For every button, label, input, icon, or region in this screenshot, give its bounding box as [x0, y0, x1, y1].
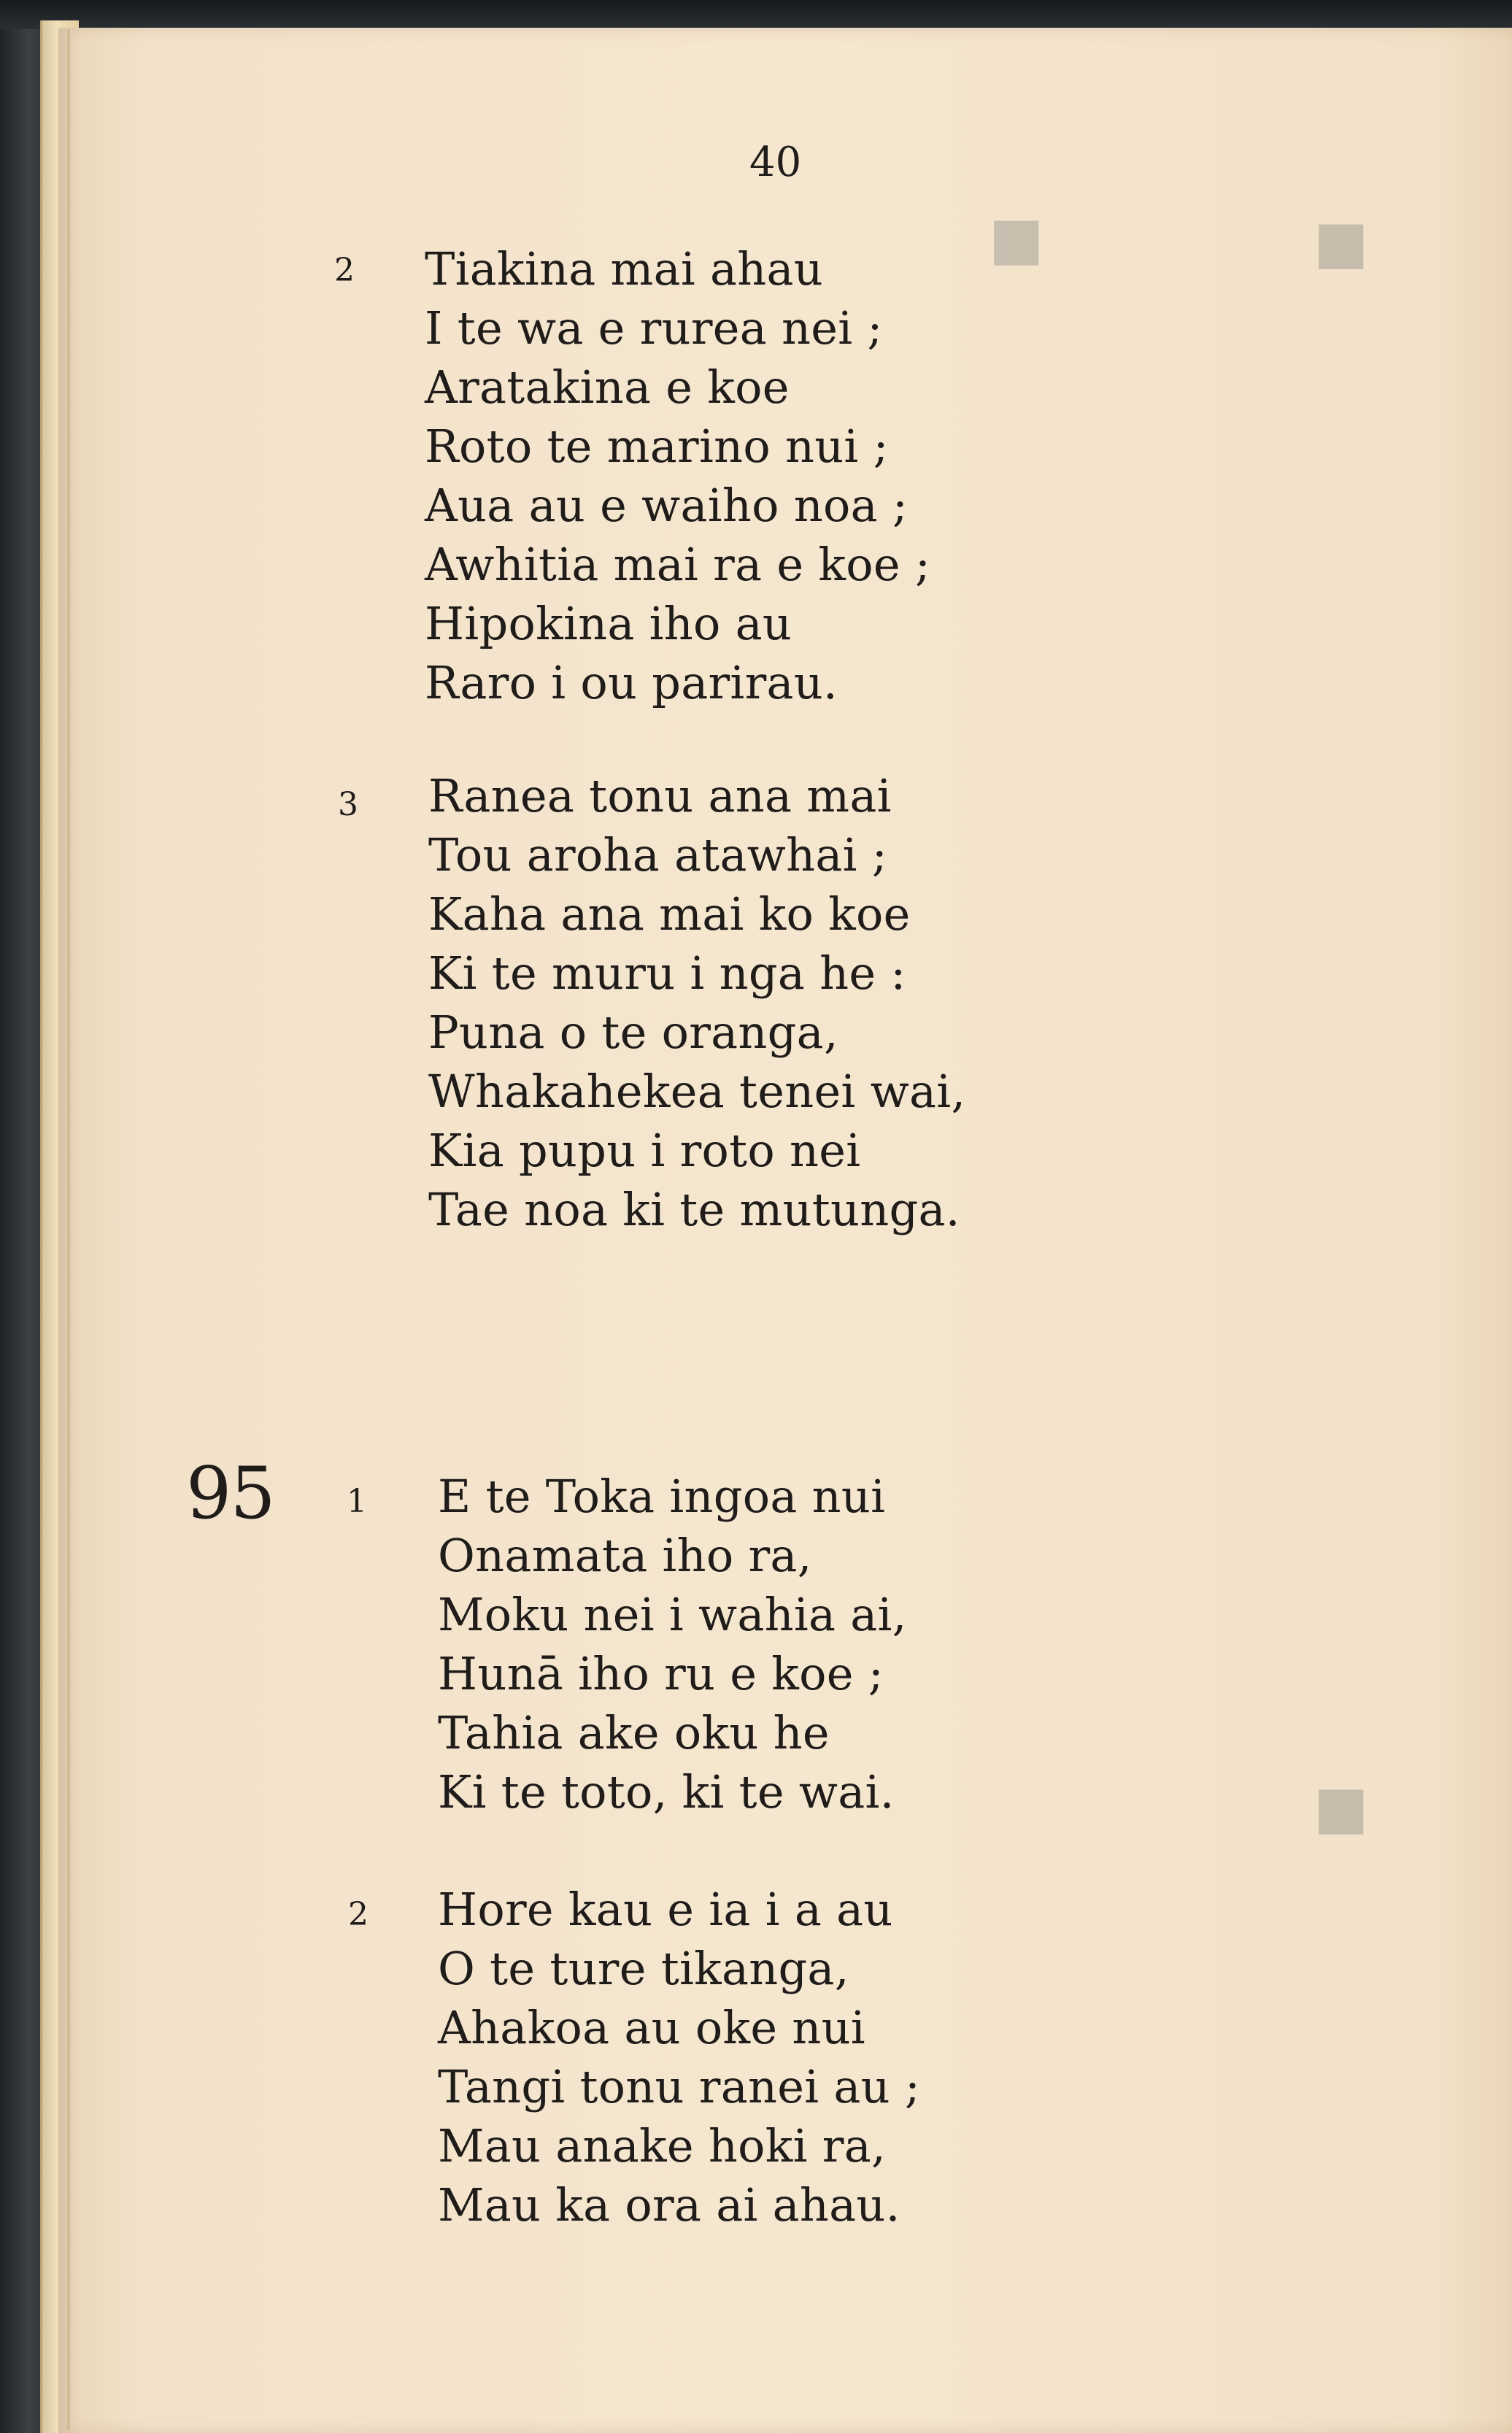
- verse-line: Tangi tonu ranei au ;: [438, 2060, 921, 2113]
- verse-line: Mau ka ora ai ahau.: [438, 2178, 900, 2232]
- verse-line: Aua au e waiho noa ;: [425, 479, 909, 532]
- verse-line: Ki te muru i nga he :: [428, 946, 906, 1000]
- verse-line: Hipokina iho au: [425, 597, 792, 650]
- verse-line: Whakahekea tenei wai,: [428, 1065, 966, 1118]
- verse-line: Roto te marino nui ;: [425, 420, 889, 473]
- verse: [438, 1467, 907, 1821]
- verse-number: 2: [334, 252, 355, 289]
- verse-line: E te Toka ingoa nui: [438, 1470, 886, 1523]
- hymn-number: 95: [186, 1452, 274, 1535]
- verse-line: Onamata iho ra,: [438, 1529, 812, 1582]
- verse-line: Ahakoa au oke nui: [438, 2001, 865, 2054]
- show-through-texture: ■: [1314, 208, 1369, 276]
- show-through-texture: ■: [1314, 1773, 1369, 1841]
- verse-line: Tae noa ki te mutunga.: [428, 1183, 960, 1236]
- verse-line: Puna o te oranga,: [428, 1006, 838, 1059]
- verse-line: Kaha ana mai ko koe: [428, 887, 911, 941]
- verse-line: Awhitia mai ra e koe ;: [425, 538, 931, 591]
- verse-line: I te wa e rurea nei ;: [425, 301, 883, 355]
- verse-line: Ranea tonu ana mai: [428, 769, 892, 822]
- verse: [425, 239, 930, 712]
- verse-number: 3: [338, 786, 358, 823]
- verse-number: 1: [347, 1483, 367, 1520]
- book-cover-edge: [0, 0, 1512, 29]
- page-number: 40: [749, 139, 802, 186]
- verse-line: Ki te toto, ki te wai.: [438, 1765, 895, 1819]
- verse-line: Tahia ake oku he: [438, 1706, 830, 1759]
- show-through-texture: ■: [989, 204, 1044, 272]
- verse-line: Raro i ou parirau.: [425, 656, 838, 709]
- verse-line: O te ture tikanga,: [438, 1942, 849, 1995]
- verse-line: Moku nei i wahia ai,: [438, 1588, 907, 1641]
- verse-line: Tou aroha atawhai ;: [428, 828, 887, 882]
- verse-line: Kia pupu i roto nei: [428, 1124, 861, 1177]
- verse-line: Tiakina mai ahau: [425, 242, 824, 296]
- verse-line: Aratakina e koe: [425, 360, 790, 414]
- verse-number: 2: [348, 1896, 369, 1933]
- verse-line: Hore kau e ia i a au: [438, 1883, 893, 1936]
- verse: [428, 766, 965, 1239]
- verse: [438, 1880, 920, 2235]
- gutter-shadow: [67, 29, 70, 2430]
- verse-line: Hunā iho ru e koe ;: [438, 1647, 884, 1700]
- verse-line: Mau anake hoki ra,: [438, 2119, 886, 2172]
